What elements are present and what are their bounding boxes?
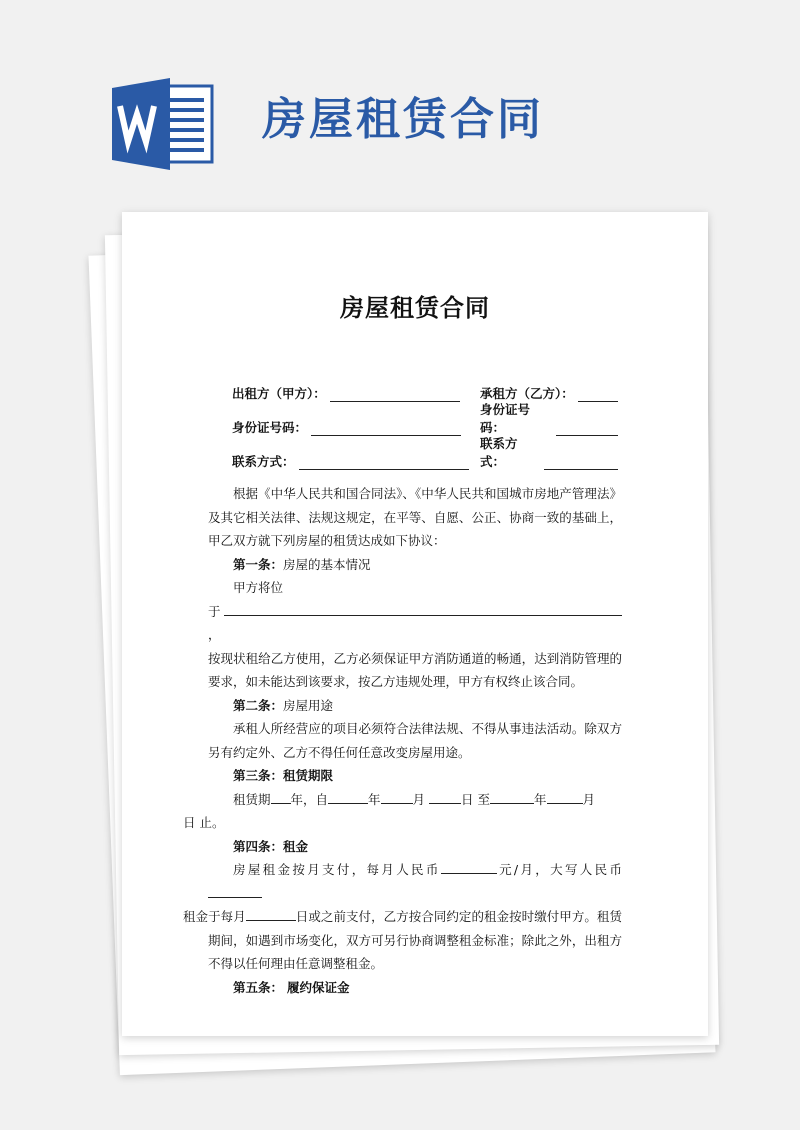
blank bbox=[328, 790, 368, 804]
text-fragment: 租赁期 bbox=[233, 791, 271, 807]
text-fragment: 房屋租金按月支付，每月人民币 bbox=[233, 862, 441, 877]
article-title: 房屋用途 bbox=[283, 697, 334, 713]
article-1-line: 甲方将位 bbox=[233, 580, 284, 595]
article-2-heading bbox=[208, 694, 622, 718]
tenant-contact-label: 联系方式： bbox=[480, 436, 518, 469]
article-label: 第五条： bbox=[233, 979, 284, 995]
text-fragment: 日 止。 bbox=[183, 815, 225, 830]
text-fragment: 年，自 bbox=[290, 791, 329, 807]
header-title: 房屋租赁合同 bbox=[262, 94, 544, 145]
article-5-heading bbox=[208, 976, 622, 1000]
blank bbox=[429, 790, 461, 804]
party-row bbox=[232, 382, 618, 402]
article-label: 第四条： bbox=[233, 838, 284, 854]
article-label: 第三条： bbox=[233, 768, 284, 783]
article-1-address-line bbox=[208, 600, 622, 647]
article-label: 第一条： bbox=[233, 556, 284, 572]
blank bbox=[246, 907, 296, 921]
text-fragment: ， bbox=[208, 627, 221, 642]
landlord-id-label: 身份证号码： bbox=[232, 420, 308, 435]
document-title: 房屋租赁合同 bbox=[340, 294, 490, 322]
article-title: 履约保证金 bbox=[287, 979, 350, 995]
text-fragment: 年 bbox=[368, 791, 381, 807]
article-3-text bbox=[183, 788, 622, 835]
tenant-contact-blank bbox=[544, 456, 618, 470]
article-title: 租金 bbox=[283, 838, 309, 854]
text-fragment: 月 bbox=[582, 791, 596, 807]
article-title: 租赁期限 bbox=[283, 768, 334, 783]
text-fragment: 日或之前支付，乙方按合同约定的租金按时缴付甲方。租赁期间，如遇到市场变化，双方可另行协商调整租金标准；除此之外，出租方不得以任何理由任意调整租金。 bbox=[208, 909, 622, 971]
landlord-contact-blank bbox=[299, 456, 469, 470]
contract-body bbox=[183, 482, 622, 999]
text-fragment: 年 bbox=[534, 791, 547, 807]
article-label: 第二条： bbox=[233, 697, 284, 713]
tenant-label: 承租方（乙方）： bbox=[480, 386, 574, 401]
article-4-text bbox=[183, 858, 622, 976]
word-icon bbox=[112, 78, 214, 170]
blank bbox=[441, 860, 497, 874]
landlord-blank bbox=[330, 388, 460, 402]
tenant-id-label: 身份证号码： bbox=[480, 402, 531, 435]
blank bbox=[271, 790, 291, 804]
text-fragment: 租金于每月 bbox=[183, 909, 246, 924]
text-fragment: 日 至 bbox=[461, 791, 491, 807]
party-row bbox=[232, 436, 618, 470]
blank bbox=[490, 790, 534, 804]
text-fragment: 月 bbox=[412, 791, 426, 807]
landlord-id-blank bbox=[311, 422, 461, 436]
text-fragment: 于 bbox=[208, 603, 224, 619]
landlord-label: 出租方（甲方）： bbox=[232, 386, 326, 401]
blank bbox=[381, 790, 413, 804]
tenant-id-blank bbox=[556, 422, 618, 436]
article-1-text: 按现状租给乙方使用，乙方必须保证甲方消防通道的畅通，达到消防管理的要求，如未能达到该要求，按乙方违规处理，甲方有权终止该合同。 bbox=[208, 650, 622, 689]
address-blank bbox=[224, 602, 622, 616]
intro-paragraph: 根据《中华人民共和国合同法》、《中华人民共和国城市房地产管理法》及其它相关法律、法规这规定，在平等、自愿、公正、协商一致的基础上，甲乙双方就下列房屋的租赁达成如下协议： bbox=[208, 486, 622, 548]
landlord-contact-label: 联系方式： bbox=[232, 454, 295, 469]
article-2-text: 承租人所经营应的项目必须符合法律法规、不得从事违法活动。除双方另有约定外、乙方不得任何任意改变房屋用途。 bbox=[208, 721, 622, 760]
tenant-blank bbox=[578, 388, 618, 402]
article-title: 房屋的基本情况 bbox=[283, 556, 371, 572]
article-4-heading bbox=[208, 835, 622, 859]
blank bbox=[208, 884, 262, 898]
party-row bbox=[232, 402, 618, 436]
blank bbox=[547, 790, 583, 804]
text-fragment: 元/月，大写人民币 bbox=[496, 862, 622, 877]
article-1-heading bbox=[208, 553, 622, 577]
document-page bbox=[122, 212, 708, 1036]
article-3-heading bbox=[208, 764, 622, 788]
